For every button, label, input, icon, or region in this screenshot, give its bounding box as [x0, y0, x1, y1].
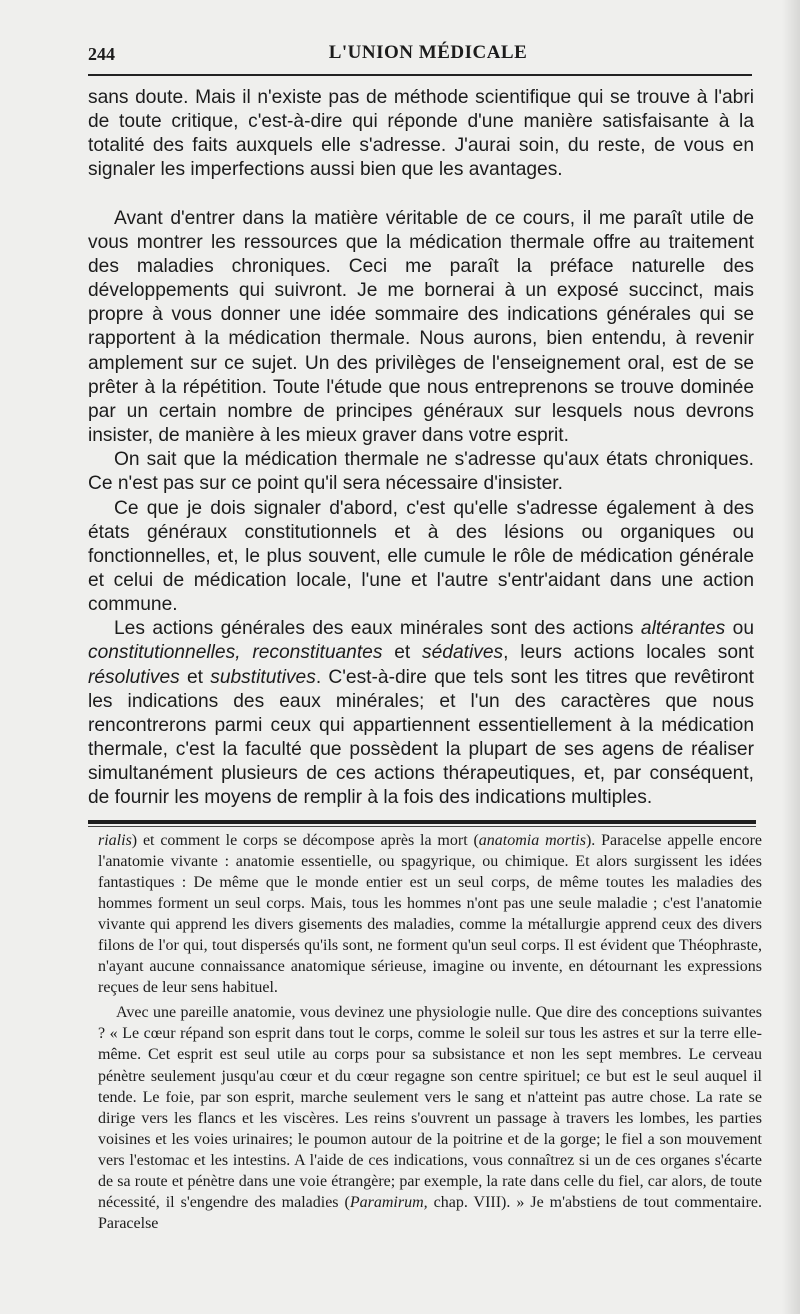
paragraph-1: sans doute. Mais il n'existe pas de méthode scientifique qui se trouve à l'abri de toute critique, c'est-à-dire qui réponde d'une manière satisfaisante à la totalité des faits auxquels elle s'adresse. J'aurai soin, du reste, de vous en signaler les imperfections aussi bien que les avantages.: [88, 87, 754, 181]
paragraph-5-text-4: , leurs actions locales sont: [503, 642, 754, 664]
italic-term-substitutives: substitutives: [210, 666, 316, 688]
paragraph-5-text-3: et: [382, 642, 423, 664]
footnote-italic-anatomia-mortis: anatomia mortis: [478, 832, 586, 849]
header-rule: [88, 74, 752, 76]
footnote-paragraph-1-text-1: ) et comment le corps se décompose après la mort (: [131, 832, 479, 849]
footnote-italic-rialis: rialis: [98, 832, 132, 849]
paragraph-3: On sait que la médication thermale ne s'adresse qu'aux états chroniques. Ce n'est pas sur ce point qu'il sera nécessaire d'insister.: [88, 449, 754, 495]
footnote-paragraph-2-text-2: chap. VIII). » Je m'abstiens de tout commentaire. Paracelse: [98, 1193, 763, 1232]
footnote-separator-thick: [88, 820, 756, 824]
footnote-paragraph-1-text-2: ). Paracelse appelle encore l'anatomie vivante : anatomie essentielle, ou spagyrique, ou chimique. Et alors surgissent les idées fantastiques : De même que le monde entier est un seul corps, de même toutes les maladies des hommes forment un seul corps. Mais, tous les hommes n'ont pas une seule maladie ; c'est l'anatomie vivante qui apprend les divers gisements des maladies, comme la métallurgie apprend ceux des divers filons de l'or qui, tout dispersés qu'ils sont, ne forment qu'un seul corps. Il est évident que Théophraste, n'ayant aucune connaissance anatomique sérieuse, imagine ou invente, en détournant les expressions reçues de leur sens habituel.: [98, 832, 762, 997]
footnote-italic-paramirum: Paramirum,: [349, 1193, 428, 1211]
italic-term-sedatives: sédatives: [422, 642, 504, 664]
running-title: L'UNION MÉDICALE: [328, 42, 528, 63]
page-edge-shadow: [782, 0, 800, 1314]
page-header: [88, 40, 758, 72]
paragraph-5-text-5: et: [179, 666, 211, 688]
italic-term-resolutives: résolutives: [88, 666, 180, 688]
main-text: [88, 86, 754, 811]
footnote-paragraph-1: [98, 830, 762, 998]
italic-term-alterantes: altérantes: [640, 618, 726, 640]
paragraph-4: Ce que je dois signaler d'abord, c'est qu'elle s'adresse également à des états généraux constitutionnels et à des lésions ou organiques ou fonctionnelles, et, le plus souvent, elle cumule le rôle de médication générale et celui de médication locale, l'une et l'autre s'entr'aidant dans une action commune.: [88, 497, 754, 616]
italic-term-constitutionnelles: constitutionnelles, reconstituantes: [88, 642, 383, 664]
footnote-separator-thin: [88, 826, 756, 827]
paragraph-5-text-2: ou: [725, 618, 754, 640]
paragraph-5: [88, 617, 754, 810]
paragraph-2: Avant d'entrer dans la matière véritable de ce cours, il me paraît utile de vous montrer les ressources que la médication thermale offre au traitement des maladies chroniques. Ceci me paraît la préface naturelle des développements qui suivront. Je me bornerai à un exposé succinct, mais propre à vous donner une idée sommaire des indications générales qui se rapportent à la médication thermale. Nous aurons, bien entendu, à revenir amplement sur ce sujet. Un des privilèges de l'enseignement oral, est de se prêter à la répétition. Toute l'étude que nous entreprenons se trouve dominée par un certain nombre de principes généraux sur lesquels nous devrons insister, de manière à les mieux graver dans votre esprit.: [88, 207, 754, 447]
page-number: 244: [88, 44, 115, 64]
paragraph-5-text-6: . C'est-à-dire que tels sont les titres que revêtiront les indications des eaux minérales; et l'un des caractères que nous rencontrerons parmi ceux qui appartiennent essentiellement à la médication thermale, c'est la faculté que possèdent la plupart de ses agens de réaliser simultanément plusieurs de ces actions thérapeutiques, et, par conséquent, de fournir les moyens de remplir à la fois des indications multiples.: [88, 666, 754, 809]
footnote-text: [98, 830, 762, 1234]
paragraph-5-text-1: Les actions générales des eaux minérales sont des actions: [114, 618, 641, 640]
footnote-paragraph-2: [98, 1002, 762, 1234]
footnote-paragraph-2-text-1: Avec une pareille anatomie, vous devinez une physiologie nulle. Que dire des conceptions suivantes ? « Le cœur répand son esprit dans tout le corps, comme le soleil sur tous les astres et sur la terre elle-même. Cet esprit est seul utile au corps pour sa subsistance et non les sept membres. Le cerveau pénètre seulement jusqu'au cœur et du cœur regagne son centre spirituel; ce but est le seul auquel il tende. Le foie, par son esprit, marche seulement vers le sang et n'atteint pas autre chose. La rate se dirige vers les flancs et les viscères. Les reins s'ouvrent un passage à travers les lombes, les parties voisines et les voies urinaires; le poumon autour de la poitrine et de la gorge; le fiel a son mouvement vers l'estomac et les intestins. A l'aide de ces indications, vous connaîtrez si un de ces organes s'écarte de sa route et pénètre dans une voie étrangère; par exemple, la rate dans celle du fiel, car alors, de toute nécessité, il s'engendre des maladies (: [98, 1004, 762, 1211]
